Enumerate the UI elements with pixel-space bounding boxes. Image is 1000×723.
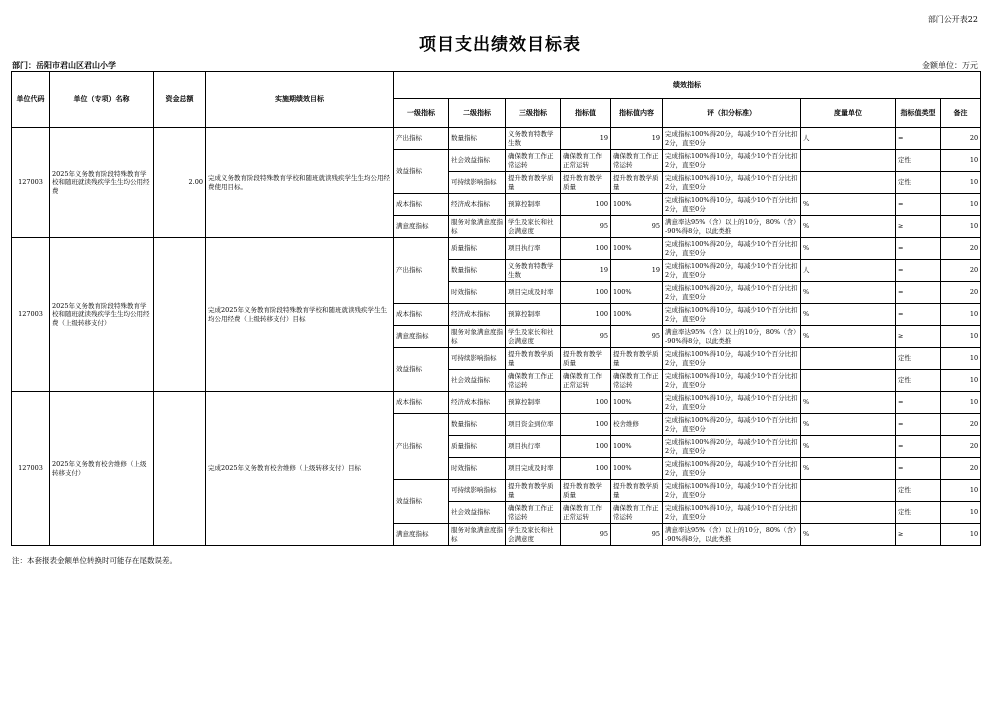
cell-level3: 项目执行率 (506, 238, 561, 260)
cell-value-content: 提升教育教学质量 (611, 480, 663, 502)
cell-value-content: 100% (611, 392, 663, 414)
cell-level3: 项目资金到位率 (506, 414, 561, 436)
cell-level3: 学生及家长和社会满意度 (506, 524, 561, 546)
department-label: 部门：岳阳市君山区君山小学 (12, 60, 116, 70)
cell-level3: 学生及家长和社会满意度 (506, 216, 561, 238)
cell-measure-unit (801, 172, 896, 194)
cell-measure-unit: % (801, 216, 896, 238)
cell-level2: 可持续影响指标 (449, 480, 506, 502)
footnote: 注：本套报表金额单位转换时可能存在尾数误差。 (12, 556, 177, 565)
cell-remark: 10 (941, 502, 981, 524)
cell-value-content: 19 (611, 260, 663, 282)
cell-level1: 产出指标 (394, 414, 449, 480)
cell-value: 19 (561, 128, 611, 150)
cell-value-type: 定性 (896, 150, 941, 172)
cell-value: 100 (561, 436, 611, 458)
cell-level3: 确保教育工作正常运转 (506, 502, 561, 524)
cell-project-name: 2025年义务教育阶段特殊教育学校和随班就读残疾学生生均公用经费（上级转移支付） (50, 238, 154, 392)
cell-level2: 质量指标 (449, 238, 506, 260)
header-project-name: 单位（专项）名称 (50, 72, 154, 128)
header-unit-code: 单位代码 (12, 72, 50, 128)
cell-level1: 产出指标 (394, 128, 449, 150)
cell-value: 100 (561, 238, 611, 260)
cell-level3: 学生及家长和社会满意度 (506, 326, 561, 348)
cell-measure-unit: % (801, 436, 896, 458)
cell-scoring: 完成指标100%得20分，每减少10个百分比扣2分，直至0分 (663, 260, 801, 282)
cell-value: 100 (561, 414, 611, 436)
header-goal: 实施期绩效目标 (206, 72, 394, 128)
cell-value-content: 95 (611, 216, 663, 238)
header-level2: 二级指标 (449, 99, 506, 128)
cell-value-content: 95 (611, 326, 663, 348)
table-row (12, 128, 981, 150)
cell-measure-unit: % (801, 282, 896, 304)
cell-value-content: 95 (611, 524, 663, 546)
performance-goal-table (11, 71, 981, 546)
cell-level1: 成本指标 (394, 304, 449, 326)
header-remark: 备注 (941, 99, 981, 128)
header-value: 指标值 (561, 99, 611, 128)
cell-project-name: 2025年义务教育校舍维修（上级转移支付） (50, 392, 154, 546)
cell-level2: 经济成本指标 (449, 194, 506, 216)
cell-value-type: 定性 (896, 480, 941, 502)
cell-remark: 10 (941, 524, 981, 546)
amount-unit-label: 金额单位：万元 (922, 61, 978, 70)
cell-remark: 10 (941, 216, 981, 238)
cell-goal: 完成2025年义务教育阶段特殊教育学校和随班就读残疾学生生均公用经费（上级转移支付）目标 (206, 238, 394, 392)
cell-level3: 预算控制率 (506, 392, 561, 414)
cell-goal: 完成义务教育阶段特殊教育学校和随班就读残疾学生生均公用经费使用目标。 (206, 128, 394, 238)
cell-level2: 可持续影响指标 (449, 172, 506, 194)
cell-level1: 效益指标 (394, 348, 449, 392)
cell-level2: 服务对象满意度指标 (449, 326, 506, 348)
cell-remark: 20 (941, 436, 981, 458)
header-measure-unit: 度量单位 (801, 99, 896, 128)
cell-level2: 时效指标 (449, 282, 506, 304)
cell-level1: 满意度指标 (394, 216, 449, 238)
cell-level1: 满意度指标 (394, 524, 449, 546)
cell-measure-unit: % (801, 458, 896, 480)
cell-value-content: 确保教育工作正常运转 (611, 150, 663, 172)
cell-value: 确保教育工作正常运转 (561, 150, 611, 172)
cell-remark: 10 (941, 348, 981, 370)
cell-level2: 服务对象满意度指标 (449, 524, 506, 546)
header-level1: 一级指标 (394, 99, 449, 128)
cell-value-content: 100% (611, 238, 663, 260)
cell-scoring: 完成指标100%得10分，每减少10个百分比扣2分，直至0分 (663, 304, 801, 326)
cell-level3: 预算控制率 (506, 194, 561, 216)
cell-remark: 10 (941, 392, 981, 414)
cell-scoring: 完成指标100%得10分，每减少10个百分比扣2分，直至0分 (663, 194, 801, 216)
cell-scoring: 完成指标100%得20分，每减少10个百分比扣2分，直至0分 (663, 414, 801, 436)
cell-measure-unit: % (801, 524, 896, 546)
page-title: 项目支出绩效目标表 (419, 35, 581, 55)
cell-remark: 20 (941, 128, 981, 150)
cell-scoring: 完成指标100%得10分，每减少10个百分比扣2分，直至0分 (663, 172, 801, 194)
cell-remark: 10 (941, 172, 981, 194)
table-number-label: 部门公开表22 (927, 15, 978, 24)
cell-value-type: 定性 (896, 370, 941, 392)
cell-level3: 义务教育特教学生数 (506, 128, 561, 150)
cell-measure-unit: 人 (801, 128, 896, 150)
cell-level3: 提升教育教学质量 (506, 348, 561, 370)
cell-measure-unit: % (801, 238, 896, 260)
cell-level2: 质量指标 (449, 436, 506, 458)
cell-value-type: = (896, 238, 941, 260)
cell-remark: 20 (941, 238, 981, 260)
header-scoring: 评（扣分标准） (663, 99, 801, 128)
cell-scoring: 满意率达95%（含）以上的10分，80%（含）-90%得8分，以此类推 (663, 216, 801, 238)
cell-value-type: = (896, 128, 941, 150)
cell-value: 确保教育工作正常运转 (561, 502, 611, 524)
cell-value-type: 定性 (896, 348, 941, 370)
cell-scoring: 完成指标100%得20分，每减少10个百分比扣2分，直至0分 (663, 458, 801, 480)
cell-value-type: = (896, 392, 941, 414)
cell-unit-code: 127003 (12, 392, 50, 546)
cell-level3: 项目执行率 (506, 436, 561, 458)
cell-total-funds (154, 238, 206, 392)
cell-value-type: ≥ (896, 326, 941, 348)
cell-level2: 社会效益指标 (449, 150, 506, 172)
cell-remark: 20 (941, 282, 981, 304)
cell-remark: 20 (941, 458, 981, 480)
cell-remark: 20 (941, 414, 981, 436)
cell-level2: 经济成本指标 (449, 304, 506, 326)
cell-value: 提升教育教学质量 (561, 348, 611, 370)
cell-measure-unit (801, 480, 896, 502)
cell-scoring: 完成指标100%得20分，每减少10个百分比扣2分，直至0分 (663, 128, 801, 150)
cell-value-type: = (896, 414, 941, 436)
cell-level2: 时效指标 (449, 458, 506, 480)
cell-level1: 产出指标 (394, 238, 449, 304)
cell-level2: 数量指标 (449, 414, 506, 436)
cell-value-type: = (896, 304, 941, 326)
cell-level1: 效益指标 (394, 150, 449, 194)
cell-value-content: 提升教育教学质量 (611, 172, 663, 194)
cell-value-type: ≥ (896, 216, 941, 238)
cell-value-type: 定性 (896, 502, 941, 524)
cell-value: 提升教育教学质量 (561, 480, 611, 502)
cell-level1: 效益指标 (394, 480, 449, 524)
cell-value-content: 确保教育工作正常运转 (611, 502, 663, 524)
cell-measure-unit: % (801, 194, 896, 216)
cell-value: 95 (561, 216, 611, 238)
cell-value: 95 (561, 326, 611, 348)
cell-value: 100 (561, 392, 611, 414)
cell-value-content: 100% (611, 436, 663, 458)
cell-level2: 经济成本指标 (449, 392, 506, 414)
cell-value: 100 (561, 458, 611, 480)
cell-measure-unit: % (801, 392, 896, 414)
cell-value-content: 100% (611, 304, 663, 326)
cell-unit-code: 127003 (12, 238, 50, 392)
cell-value-type: = (896, 260, 941, 282)
header-indicators: 绩效指标 (394, 72, 981, 99)
cell-total-funds (154, 392, 206, 546)
header-value-content: 指标值内容 (611, 99, 663, 128)
header-total-funds: 资金总额 (154, 72, 206, 128)
cell-measure-unit: % (801, 304, 896, 326)
cell-scoring: 完成指标100%得10分，每减少10个百分比扣2分，直至0分 (663, 348, 801, 370)
cell-level2: 可持续影响指标 (449, 348, 506, 370)
cell-total-funds: 2.00 (154, 128, 206, 238)
cell-project-name: 2025年义务教育阶段特殊教育学校和随班就读残疾学生生均公用经费 (50, 128, 154, 238)
header-level3: 三级指标 (506, 99, 561, 128)
cell-measure-unit: % (801, 414, 896, 436)
header-value-type: 指标值类型 (896, 99, 941, 128)
cell-measure-unit (801, 348, 896, 370)
cell-level1: 成本指标 (394, 392, 449, 414)
cell-scoring: 满意率达95%（含）以上的10分，80%（含）-90%得8分，以此类推 (663, 326, 801, 348)
cell-remark: 10 (941, 304, 981, 326)
cell-value-type: = (896, 436, 941, 458)
cell-level3: 提升教育教学质量 (506, 480, 561, 502)
cell-level2: 数量指标 (449, 128, 506, 150)
cell-remark: 10 (941, 194, 981, 216)
cell-remark: 10 (941, 370, 981, 392)
cell-scoring: 完成指标100%得20分，每减少10个百分比扣2分，直至0分 (663, 238, 801, 260)
cell-remark: 10 (941, 480, 981, 502)
cell-level2: 服务对象满意度指标 (449, 216, 506, 238)
table-row (12, 392, 981, 414)
cell-level2: 社会效益指标 (449, 502, 506, 524)
cell-value-type: ≥ (896, 524, 941, 546)
cell-value-type: = (896, 282, 941, 304)
cell-level2: 数量指标 (449, 260, 506, 282)
cell-level3: 确保教育工作正常运转 (506, 370, 561, 392)
cell-value: 100 (561, 194, 611, 216)
cell-value-content: 提升教育教学质量 (611, 348, 663, 370)
cell-value: 100 (561, 282, 611, 304)
cell-value: 100 (561, 304, 611, 326)
cell-remark: 20 (941, 260, 981, 282)
cell-level3: 预算控制率 (506, 304, 561, 326)
cell-value-type: 定性 (896, 172, 941, 194)
cell-value: 确保教育工作正常运转 (561, 370, 611, 392)
cell-scoring: 完成指标100%得10分，每减少10个百分比扣2分，直至0分 (663, 150, 801, 172)
cell-value-content: 100% (611, 458, 663, 480)
cell-remark: 10 (941, 150, 981, 172)
cell-level3: 提升教育教学质量 (506, 172, 561, 194)
cell-scoring: 完成指标100%得10分，每减少10个百分比扣2分，直至0分 (663, 502, 801, 524)
cell-value-type: = (896, 458, 941, 480)
cell-value: 提升教育教学质量 (561, 172, 611, 194)
cell-level2: 社会效益指标 (449, 370, 506, 392)
cell-value-content: 校舍维修 (611, 414, 663, 436)
cell-value-type: = (896, 194, 941, 216)
cell-remark: 10 (941, 326, 981, 348)
cell-value-content: 100% (611, 194, 663, 216)
cell-measure-unit (801, 150, 896, 172)
cell-level3: 项目完成及时率 (506, 282, 561, 304)
cell-unit-code: 127003 (12, 128, 50, 238)
table-row (12, 238, 981, 260)
cell-value-content: 确保教育工作正常运转 (611, 370, 663, 392)
cell-value-content: 100% (611, 282, 663, 304)
cell-scoring: 完成指标100%得10分，每减少10个百分比扣2分，直至0分 (663, 370, 801, 392)
cell-scoring: 完成指标100%得20分，每减少10个百分比扣2分，直至0分 (663, 282, 801, 304)
cell-value: 19 (561, 260, 611, 282)
cell-level3: 义务教育特教学生数 (506, 260, 561, 282)
cell-value-content: 19 (611, 128, 663, 150)
cell-measure-unit (801, 502, 896, 524)
cell-goal: 完成2025年义务教育校舍维修（上级转移支付）目标 (206, 392, 394, 546)
cell-measure-unit: 人 (801, 260, 896, 282)
cell-level3: 项目完成及时率 (506, 458, 561, 480)
cell-scoring: 完成指标100%得20分，每减少10个百分比扣2分，直至0分 (663, 436, 801, 458)
cell-measure-unit (801, 370, 896, 392)
cell-scoring: 完成指标100%得10分，每减少10个百分比扣2分，直至0分 (663, 480, 801, 502)
cell-level1: 满意度指标 (394, 326, 449, 348)
cell-level1: 成本指标 (394, 194, 449, 216)
cell-scoring: 完成指标100%得10分，每减少10个百分比扣2分，直至0分 (663, 392, 801, 414)
cell-level3: 确保教育工作正常运转 (506, 150, 561, 172)
cell-scoring: 满意率达95%（含）以上的10分，80%（含）-90%得8分，以此类推 (663, 524, 801, 546)
cell-value: 95 (561, 524, 611, 546)
cell-measure-unit: % (801, 326, 896, 348)
